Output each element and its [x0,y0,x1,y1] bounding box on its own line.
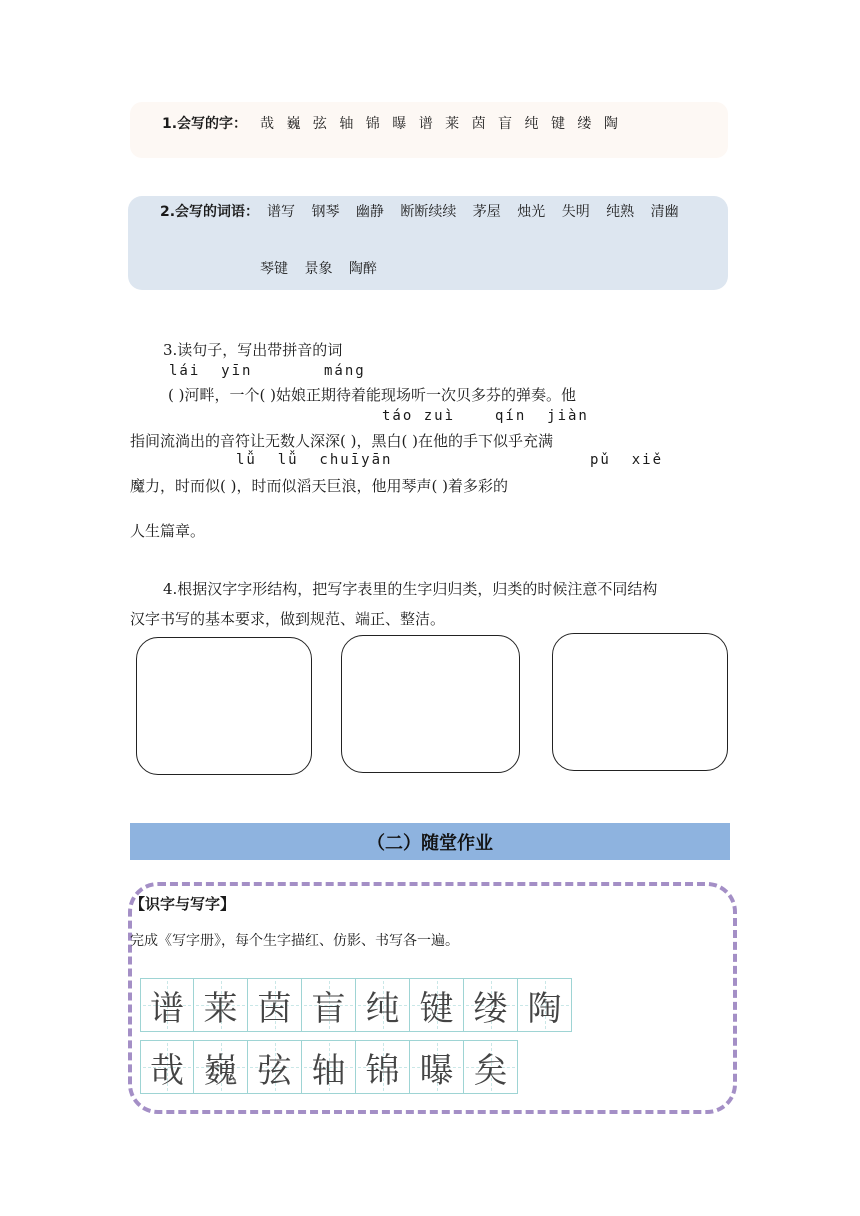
section4-line-2: 汉字书写的基本要求，做到规范、端正、整洁。 [130,610,446,628]
practice-cell [140,1040,194,1094]
practice-char: 纯 [365,988,400,1029]
homework-banner-title: （二）随堂作业 [367,832,493,854]
pinyin-qinjian: qín jiàn [495,408,589,424]
pinyin-puxie: pǔ xiě [590,452,664,468]
classification-box-2[interactable] [341,635,520,773]
practice-cell [356,978,410,1032]
practice-char: 哉 [150,1050,184,1091]
practice-char: 轴 [311,1050,346,1091]
pinyin-mang: máng [324,363,366,379]
homework-heading: 【识字与写字】 [130,895,236,913]
writable-words-box [128,196,728,290]
practice-char: 莱 [203,988,238,1029]
practice-cell [410,1040,464,1094]
section3-title: 3.读句子，写出带拼音的词 [163,341,343,359]
practice-cell [518,978,572,1032]
practice-cell [248,978,302,1032]
practice-char: 键 [419,988,454,1029]
practice-char: 茵 [257,988,292,1029]
practice-cell [194,978,248,1032]
sentence-line-4: 人生篇章。 [130,522,206,540]
practice-cell [356,1040,410,1094]
practice-char: 盲 [311,988,346,1029]
practice-row-1 [140,978,572,1032]
practice-char: 矣 [473,1050,508,1091]
homework-instruction: 完成《写字册》，每个生字描红、仿影、书写各一遍。 [130,933,459,949]
practice-char: 巍 [203,1050,238,1091]
practice-char: 缕 [473,988,508,1029]
practice-char: 曝 [419,1050,454,1091]
practice-cell [248,1040,302,1094]
writable-words-line-1: 谱写 钢琴 幽静 断断续续 茅屋 烛光 失明 纯熟 清幽 [267,204,679,220]
practice-char: 弦 [257,1050,292,1091]
pinyin-taozui: táo zuì [382,408,456,424]
practice-cell [464,978,518,1032]
pinyin-laiyin: lái yīn [169,363,253,379]
pinyin-lvlvchuiyan: lǚ lǚ chuīyān [236,452,393,468]
classification-box-3[interactable] [552,633,728,771]
practice-cell [410,978,464,1032]
practice-char: 陶 [527,988,562,1029]
writable-words-line-2: 琴键 景象 陶醉 [260,261,377,277]
practice-row-2 [140,1040,518,1094]
practice-cell [140,978,194,1032]
sentence-line-3: 魔力，时而似( )，时而似滔天巨浪，他用琴声( )着多彩的 [130,477,508,495]
writable-words-label: 2.会写的词语： [160,204,260,220]
sentence-line-2: 指间流淌出的音符让无数人深深( )，黑白( )在他的手下似乎充满 [130,432,553,450]
practice-cell [464,1040,518,1094]
writable-chars-label: 1.会写的字： [162,116,248,132]
section4-line-1: 4.根据汉字字形结构，把写字表里的生字归归类，归类的时候注意不同结构 [163,580,658,598]
practice-cell [194,1040,248,1094]
practice-char: 谱 [150,988,184,1029]
practice-cell [302,1040,356,1094]
writable-chars-box [130,102,728,158]
practice-char: 锦 [365,1050,400,1091]
writable-chars-list: 哉 巍 弦 轴 锦 曝 谱 莱 茵 盲 纯 键 缕 陶 [260,116,620,132]
practice-cell [302,978,356,1032]
homework-banner [130,823,730,860]
sentence-line-1: ( )河畔，一个( )姑娘正期待着能现场听一次贝多芬的弹奏。他 [168,386,576,404]
classification-box-1[interactable] [136,637,312,775]
